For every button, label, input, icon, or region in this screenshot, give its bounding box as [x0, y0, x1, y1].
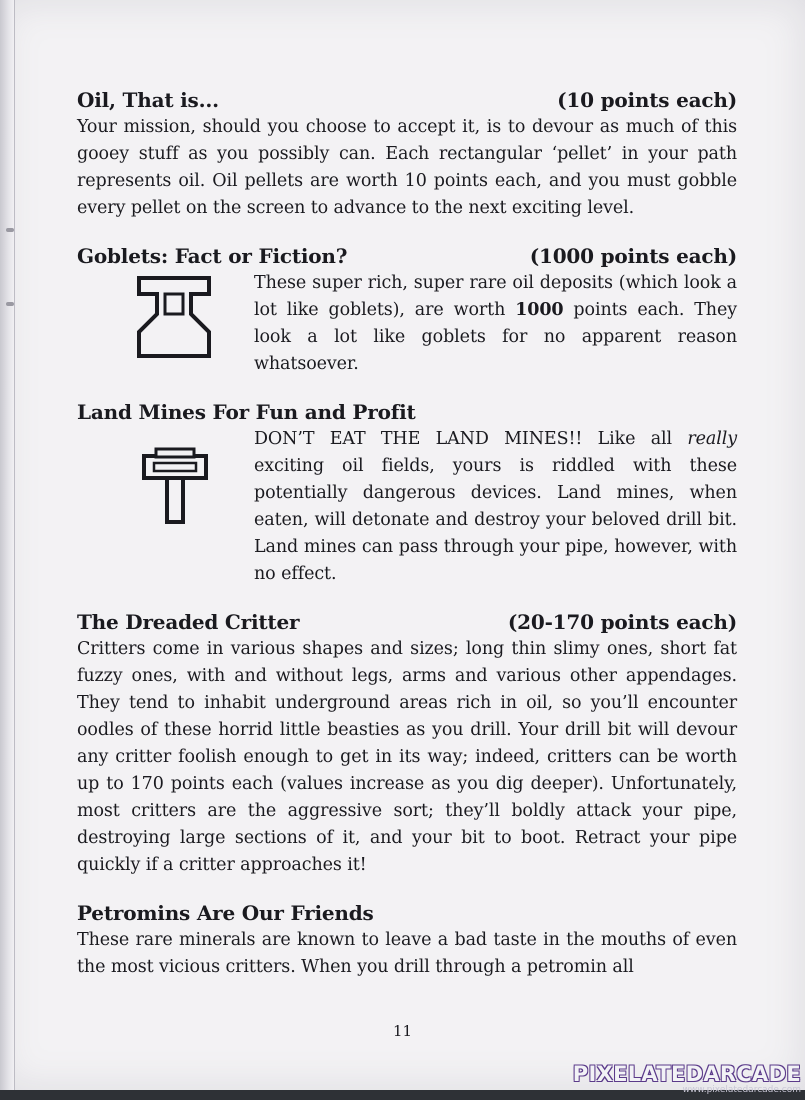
- section-heading: [77, 899, 737, 927]
- section-goblets: [77, 242, 737, 378]
- watermark-url: www.pixelatedarcade.com: [682, 1085, 801, 1095]
- land-mine-icon: [141, 446, 211, 526]
- section-body: DON’T EAT THE LAND MINES!! Like all really exciting oil fields, yours is riddled with these potentially dangerous devices. Land mines, when eaten, will detonate and destroy your beloved drill bit. Land mines can pass through your pipe, however, with no effect.: [254, 429, 737, 584]
- section-land-mines: [77, 398, 737, 588]
- staple-hole: [6, 302, 14, 306]
- italic-emphasis: really: [687, 429, 737, 449]
- section-title: Goblets: Fact or Fiction?: [77, 244, 348, 268]
- section-title: Oil, That is...: [77, 88, 219, 112]
- section-points: (1000 points each): [529, 244, 737, 268]
- section-title: Land Mines For Fun and Profit: [77, 400, 416, 424]
- icon-cell: [77, 426, 254, 526]
- icon-cell: [77, 270, 254, 362]
- section-heading: [77, 608, 737, 636]
- section-body: These super rich, super rare oil deposits (which look a lot like goblets), are worth 1000 points each. They look a lot like goblets for no apparent reason whatsoever.: [254, 273, 738, 374]
- page-spine: [0, 0, 15, 1090]
- watermark: [573, 1064, 801, 1095]
- section-critter: [77, 608, 737, 879]
- section-body: These rare minerals are known to leave a bad taste in the mouths of even the most vicious critters. When you drill through a petromin all: [77, 930, 737, 977]
- section-title: The Dreaded Critter: [77, 610, 300, 634]
- section-petromins: [77, 899, 737, 981]
- page-number: 11: [392, 1022, 413, 1040]
- goblet-points-bold: 1000: [515, 300, 564, 320]
- section-title: Petromins Are Our Friends: [77, 901, 374, 925]
- section-oil: [77, 86, 737, 222]
- section-body: Your mission, should you choose to accept it, is to devour as much of this gooey stuff as you possibly can. Each rectangular ‘pellet’ in your path represents oil. Oil pellets are worth 10 points each, and you must gobble every pellet on the screen to advance to the next exciting level.: [77, 117, 737, 218]
- section-heading: [77, 398, 737, 426]
- manual-content: [77, 86, 737, 981]
- goblet-icon: [135, 274, 217, 362]
- section-split: [77, 270, 737, 378]
- watermark-title: PIXELATEDARCADE: [572, 1062, 801, 1086]
- section-points: (10 points each): [557, 88, 737, 112]
- staple-hole: [6, 228, 14, 232]
- section-heading: [77, 242, 737, 270]
- section-points: (20-170 points each): [507, 610, 737, 634]
- section-split: [77, 426, 737, 588]
- section-body: Critters come in various shapes and sizes; long thin slimy ones, short fat fuzzy ones, with and without legs, arms and various other appendages. They tend to inhabit underground areas rich in oil, so you’ll encounter oodles of these horrid little beasties as you drill. Your drill bit will devour any critter foolish enough to get in its way; indeed, critters can be worth up to 170 points each (values increase as you dig deeper). Unfortunately, most critters are the aggressive sort; they’ll boldly attack your pipe, destroying large sections of it, and your bit to boot. Retract your pipe quickly if a critter approaches it!: [77, 639, 737, 875]
- section-heading: [77, 86, 737, 114]
